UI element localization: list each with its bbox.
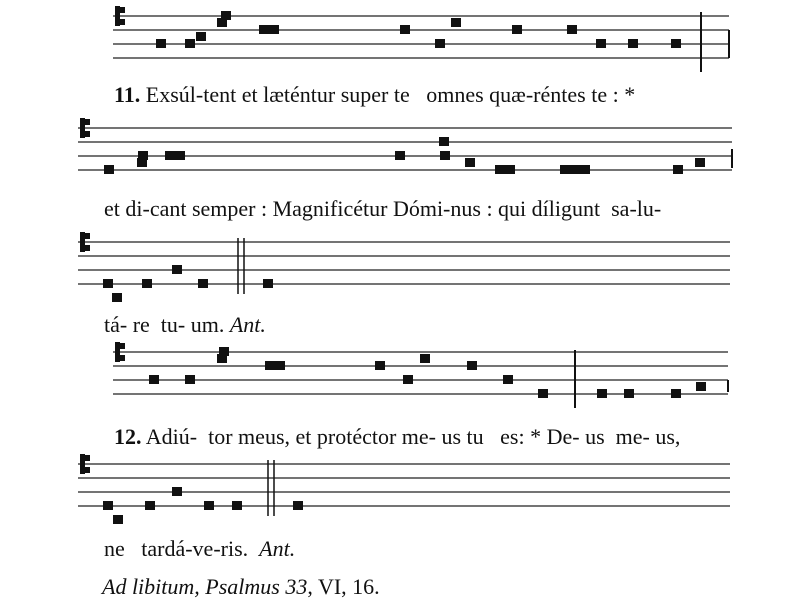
neume-note xyxy=(293,501,303,510)
clef-head-lower xyxy=(84,131,90,137)
neume-note xyxy=(156,39,166,48)
neume-note xyxy=(275,361,285,370)
neume-note xyxy=(624,389,634,398)
neume-note xyxy=(145,501,155,510)
verse-text-11a: Exsúl-tent et læténtur super te omnes quæ-réntes te : * xyxy=(145,82,636,107)
neume-note xyxy=(467,361,477,370)
neume-note xyxy=(567,25,577,34)
neume-note xyxy=(395,151,405,160)
chant-staff-4 xyxy=(0,340,810,410)
neume-note xyxy=(495,165,505,174)
chant-staff-1 xyxy=(0,4,810,74)
neume-note xyxy=(596,39,606,48)
chant-staff-2 xyxy=(0,116,810,186)
neume-note xyxy=(204,501,214,510)
psalm-number: 33 xyxy=(285,574,308,599)
neume-note xyxy=(512,25,522,34)
neume-note xyxy=(265,361,275,370)
neume-note xyxy=(403,375,413,384)
neume-note xyxy=(560,165,570,174)
psalm-reference xyxy=(102,574,380,600)
verse-text-11b: et di-cant semper : Magnificétur Dómi-nus : qui díligunt sa-lu- xyxy=(104,196,662,221)
verse-number-12: 12. xyxy=(114,424,142,449)
neume-note xyxy=(580,165,590,174)
neume-note xyxy=(570,165,580,174)
chant-staff-3 xyxy=(0,230,810,310)
antiphon-rubric-1: Ant. xyxy=(229,312,266,337)
neume-note xyxy=(435,39,445,48)
neume-note xyxy=(695,158,705,167)
neume-note xyxy=(465,158,475,167)
neume-note xyxy=(113,515,123,524)
neume-note xyxy=(671,389,681,398)
verse-line-5 xyxy=(104,537,295,561)
neume-note xyxy=(420,354,430,363)
neume-note xyxy=(440,151,450,160)
neume-note xyxy=(439,137,449,146)
antiphon-rubric-2: Ant. xyxy=(259,536,296,561)
neume-note xyxy=(175,151,185,160)
clef-head-upper xyxy=(84,233,90,239)
neume-note xyxy=(696,382,706,391)
neume-note xyxy=(185,39,195,48)
clef-head-lower xyxy=(119,19,125,25)
neume-note xyxy=(259,25,269,34)
neume-note xyxy=(172,265,182,274)
neume-note xyxy=(538,389,548,398)
neume-note xyxy=(628,39,638,48)
neume-note xyxy=(673,165,683,174)
neume-note xyxy=(103,279,113,288)
neume-note xyxy=(221,11,231,20)
neume-note xyxy=(165,151,175,160)
neume-note xyxy=(219,347,229,356)
psalm-reference-italic: Ad libitum, Psalmus xyxy=(102,574,286,599)
clef-head-lower xyxy=(119,355,125,361)
neume-note xyxy=(112,293,122,302)
neume-note xyxy=(451,18,461,27)
clef-head-lower xyxy=(84,245,90,251)
verse-line-4 xyxy=(114,425,680,449)
neume-note xyxy=(400,25,410,34)
neume-note xyxy=(269,25,279,34)
verse-line-1 xyxy=(114,83,635,107)
verse-text-12a: Adiú- tor meus, et protéctor me- us tu es: * De- us me- us, xyxy=(145,424,681,449)
neume-note xyxy=(104,165,114,174)
verse-number-11: 11. xyxy=(114,82,141,107)
neume-note xyxy=(263,279,273,288)
neume-note xyxy=(503,375,513,384)
neume-note xyxy=(103,501,113,510)
neume-note xyxy=(138,151,148,160)
neume-note xyxy=(232,501,242,510)
neume-note xyxy=(149,375,159,384)
neume-note xyxy=(142,279,152,288)
psalm-reference-rest: , VI, 16. xyxy=(307,574,380,599)
verse-line-2 xyxy=(104,197,661,221)
clef-head-upper xyxy=(84,455,90,461)
neume-note xyxy=(185,375,195,384)
neume-note xyxy=(671,39,681,48)
verse-line-3 xyxy=(104,313,266,337)
clef-head-upper xyxy=(119,7,125,13)
neume-note xyxy=(375,361,385,370)
clef-head-upper xyxy=(119,343,125,349)
neume-note xyxy=(172,487,182,496)
chant-staff-5 xyxy=(0,452,810,532)
verse-text-11c: tá- re tu- um. xyxy=(104,312,230,337)
clef-head-lower xyxy=(84,467,90,473)
neume-note xyxy=(196,32,206,41)
verse-text-12b: ne tardá-ve-ris. xyxy=(104,536,260,561)
neume-note xyxy=(505,165,515,174)
neume-note xyxy=(198,279,208,288)
clef-head-upper xyxy=(84,119,90,125)
neume-note xyxy=(597,389,607,398)
